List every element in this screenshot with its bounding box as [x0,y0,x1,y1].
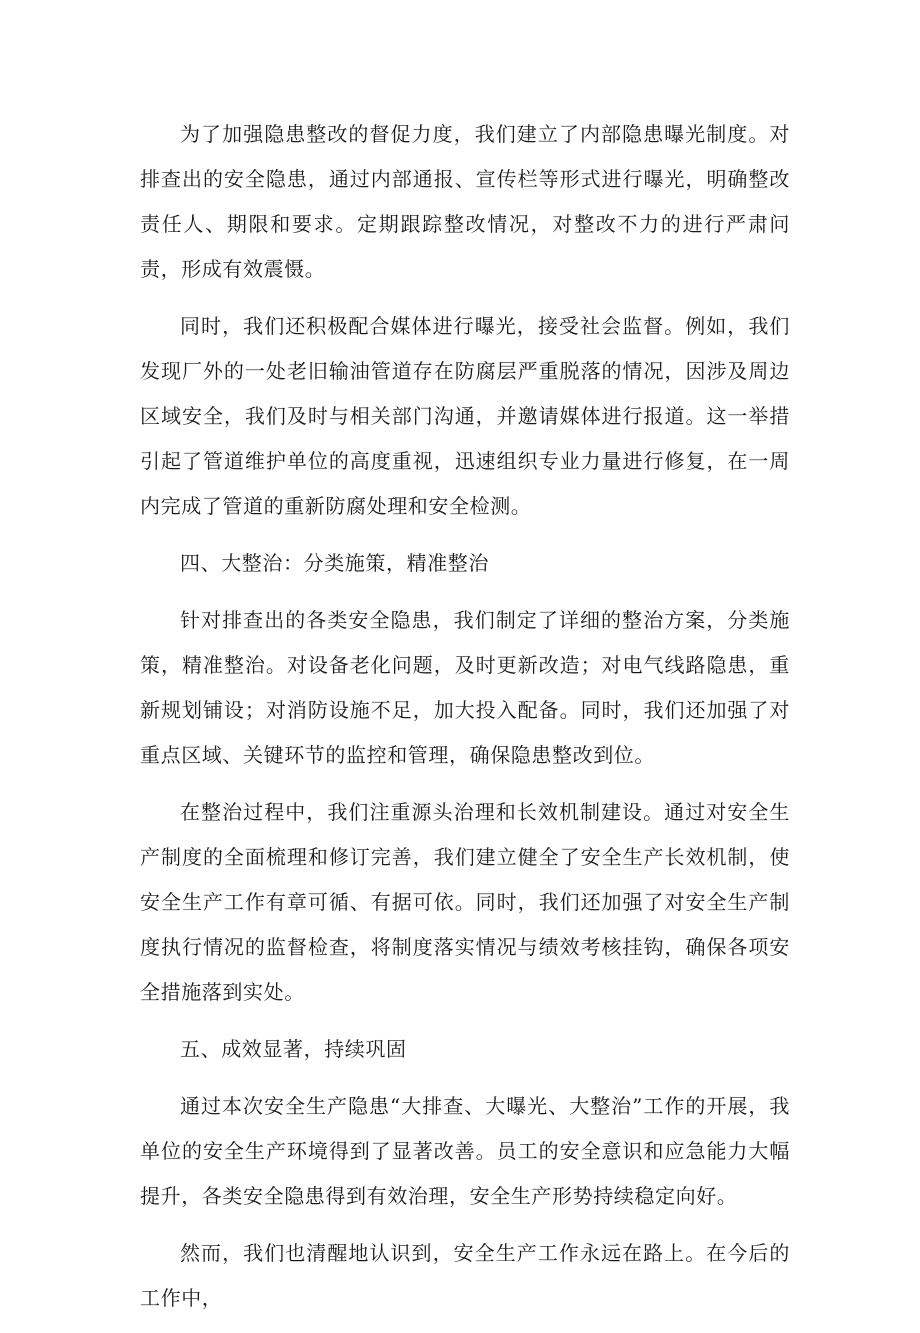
paragraph-exposure-system: 为了加强隐患整改的督促力度，我们建立了内部隐患曝光制度。对排查出的安全隐患，通过内部通报、宣传栏等形式进行曝光，明确整改责任人、期限和要求。定期跟踪整改情况，对整改不力的进行严肃问责，形成有效震慑。 [140,122,790,281]
paragraph-rectification-plan: 针对排查出的各类安全隐患，我们制定了详细的整治方案，分类施策，精准整治。对设备老化问题，及时更新改造；对电气线路隐患，重新规划铺设；对消防设施不足，加大投入配备。同时，我们还加强了对重点区域、关键环节的监控和管理，确保隐患整改到位。 [140,608,790,767]
document-body [140,112,790,1333]
paragraph-long-term-mechanism: 在整治过程中，我们注重源头治理和长效机制建设。通过对安全生产制度的全面梳理和修订完善，我们建立健全了安全生产长效机制，使安全生产工作有章可循、有据可依。同时，我们还加强了对安全生产制度执行情况的监督检查，将制度落实情况与绩效考核挂钩，确保各项安全措施落到实处。 [140,800,790,1004]
paragraph-media-supervision: 同时，我们还积极配合媒体进行曝光，接受社会监督。例如，我们发现厂外的一处老旧输油管道存在防腐层严重脱落的情况，因涉及周边区域安全，我们及时与相关部门沟通，并邀请媒体进行报道。这一举措引起了管道维护单位的高度重视，迅速组织专业力量进行修复，在一周内完成了管道的重新防腐处理和安全检测。 [140,314,790,518]
section-heading-results: 五、成效显著，持续巩固 [180,1037,407,1061]
paragraph-conclusion: 然而，我们也清醒地认识到，安全生产工作永远在路上。在今后的工作中， [140,1241,790,1310]
section-heading-rectification: 四、大整治：分类施策，精准整治 [180,551,489,575]
paragraph-results: 通过本次安全生产隐患“大排查、大曝光、大整治”工作的开展，我单位的安全生产环境得到了显著改善。员工的安全意识和应急能力大幅提升，各类安全隐患得到有效治理，安全生产形势持续稳定向好。 [140,1094,790,1208]
